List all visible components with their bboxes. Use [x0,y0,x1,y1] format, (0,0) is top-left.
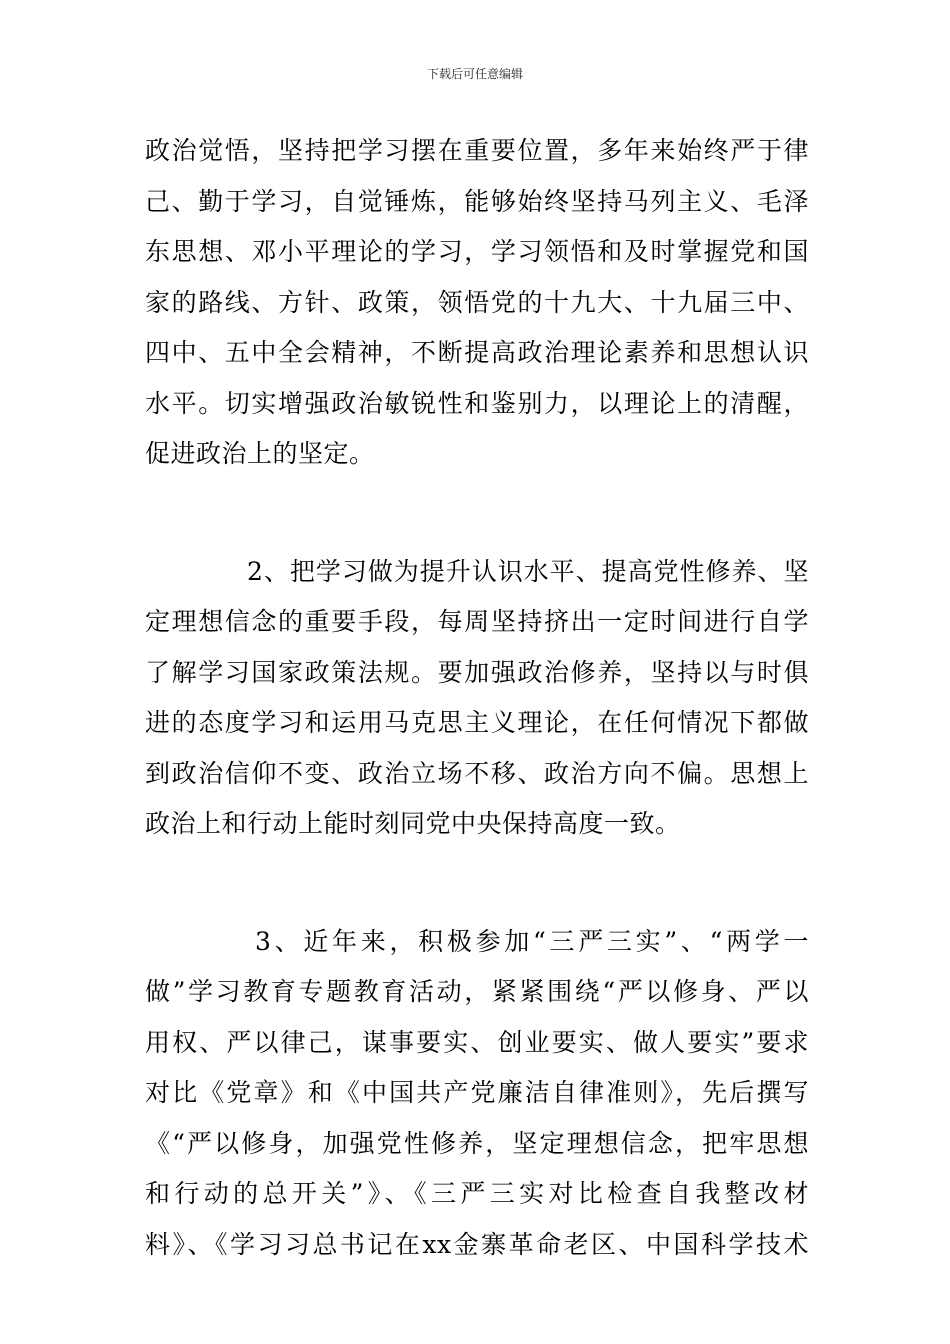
text-line: 政治上和行动上能时刻同党中央保持高度一致。 [145,809,681,838]
document-body [145,126,809,1270]
text-line: 做”学习教育专题教育活动，紧紧围绕“严以修身、严以 [145,977,809,1006]
text-line: 3、近年来，积极参加“三严三实”、“两学一 [255,926,809,956]
text-line: 己、勤于学习，自觉锤炼，能够始终坚持马列主义、毛泽 [145,186,809,216]
text-line: 定理想信念的重要手段，每周坚持挤出一定时间进行自学 [145,607,809,636]
text-line: 用权、严以律己，谋事要实、创业要实、做人要实”要求 [145,1027,809,1057]
text-line: 对比《党章》和《中国共产党廉洁自律准则》，先后撰写 [145,1078,809,1107]
paragraph-1 [145,126,809,480]
paragraph-3 [145,917,809,1271]
text-line: 促进政治上的坚定。 [145,439,375,468]
text-line: 料》、《学习习总书记在xx金寨革命老区、中国科学技术 [145,1229,809,1259]
text-line: 水平。切实增强政治敏锐性和鉴别力，以理论上的清醒， [145,388,809,418]
paragraph-gap [145,480,809,547]
text-line: 四中、五中全会精神，不断提高政治理论素养和思想认识 [145,338,809,367]
paragraph-gap [145,850,809,917]
text-line: 2、把学习做为提升认识水平、提高党性修养、坚 [247,556,809,586]
text-line: 东思想、邓小平理论的学习，学习领悟和及时掌握党和国 [145,237,809,266]
text-line: 政治觉悟，坚持把学习摆在重要位置，多年来始终严于律 [145,136,809,165]
text-line: 和行动的总开关”》、《三严三实对比检查自我整改材 [145,1179,809,1208]
text-line: 家的路线、方针、政策，领悟党的十九大、十九届三中、 [145,287,809,317]
text-line: 进的态度学习和运用马克思主义理论，在任何情况下都做 [145,708,809,737]
text-line: 《“严以修身，加强党性修养，坚定理想信念，把牢思想 [145,1128,809,1158]
paragraph-2 [145,547,809,850]
text-line: 到政治信仰不变、政治立场不移、政治方向不偏。思想上 [145,758,809,788]
text-line: 了解学习国家政策法规。要加强政治修养，坚持以与时俱 [145,657,809,687]
page-header: 下载后可任意编辑 [426,67,523,81]
